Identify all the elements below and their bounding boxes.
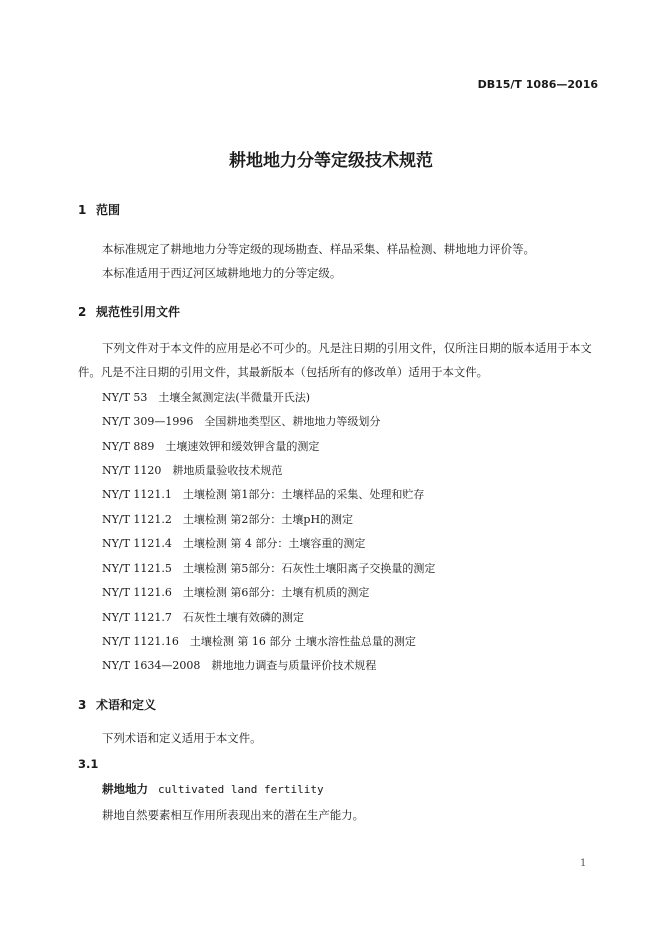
standard-code: DB15/T 1086—2016 (477, 78, 598, 91)
section-number: 1 (78, 203, 87, 217)
term-chinese: 耕地地力 (102, 782, 148, 796)
reference-item: NY/T 1121.7 石灰性土壤有效磷的测定 (102, 611, 304, 624)
page-number: 1 (580, 858, 587, 869)
section-number: 2 (78, 305, 87, 319)
reference-item: NY/T 1634—2008 耕地地力调查与质量评价技术规程 (102, 659, 377, 672)
term-definition: 耕地自然要素相互作用所表现出来的潜在生产能力。 (102, 808, 364, 822)
reference-item: NY/T 1121.4 土壤检测 第 4 部分：土壤容重的测定 (102, 537, 366, 550)
document-title: 耕地地力分等定级技术规范 (229, 151, 433, 171)
scope-paragraph: 本标准规定了耕地地力分等定级的现场勘查、样品采集、样品检测、耕地地力评价等。 (102, 242, 535, 256)
section-heading-terms (78, 696, 156, 713)
term-entry (102, 781, 324, 797)
reference-item: NY/T 1120 耕地质量验收技术规范 (102, 464, 283, 477)
reference-item: NY/T 1121.2 土壤检测 第2部分：土壤pH的测定 (102, 513, 354, 526)
section-number: 3 (78, 698, 87, 712)
section-heading-scope (78, 201, 120, 218)
section-heading-normative-references (78, 303, 180, 320)
section-title: 术语和定义 (96, 698, 157, 712)
term-english: cultivated land fertility (158, 783, 324, 796)
terms-intro: 下列术语和定义适用于本文件。 (102, 731, 262, 745)
section-title: 规范性引用文件 (96, 305, 181, 319)
term-number: 3.1 (78, 757, 99, 771)
reference-item: NY/T 1121.6 土壤检测 第6部分：土壤有机质的测定 (102, 586, 370, 599)
reference-item: NY/T 1121.16 土壤检测 第 16 部分 土壤水溶性盐总量的测定 (102, 635, 416, 648)
scope-paragraph: 本标准适用于西辽河区域耕地地力的分等定级。 (102, 266, 342, 280)
reference-item: NY/T 309—1996 全国耕地类型区、耕地地力等级划分 (102, 415, 381, 428)
reference-item: NY/T 889 土壤速效钾和缓效钾含量的测定 (102, 440, 320, 453)
reference-item: NY/T 1121.5 土壤检测 第5部分：石灰性土壤阳离子交换量的测定 (102, 562, 436, 575)
section-title: 范围 (96, 203, 121, 217)
references-intro: 下列文件对于本文件的应用是必不可少的。凡是注日期的引用文件，仅所注日期的版本适用于本文件。凡是不注日期的引用文件，其最新版本（包括所有的修改单）适用于本文件。 (78, 341, 592, 379)
reference-item: NY/T 1121.1 土壤检测 第1部分：土壤样品的采集、处理和贮存 (102, 488, 425, 501)
reference-item: NY/T 53 土壤全氮测定法(半微量开氏法) (102, 391, 311, 404)
